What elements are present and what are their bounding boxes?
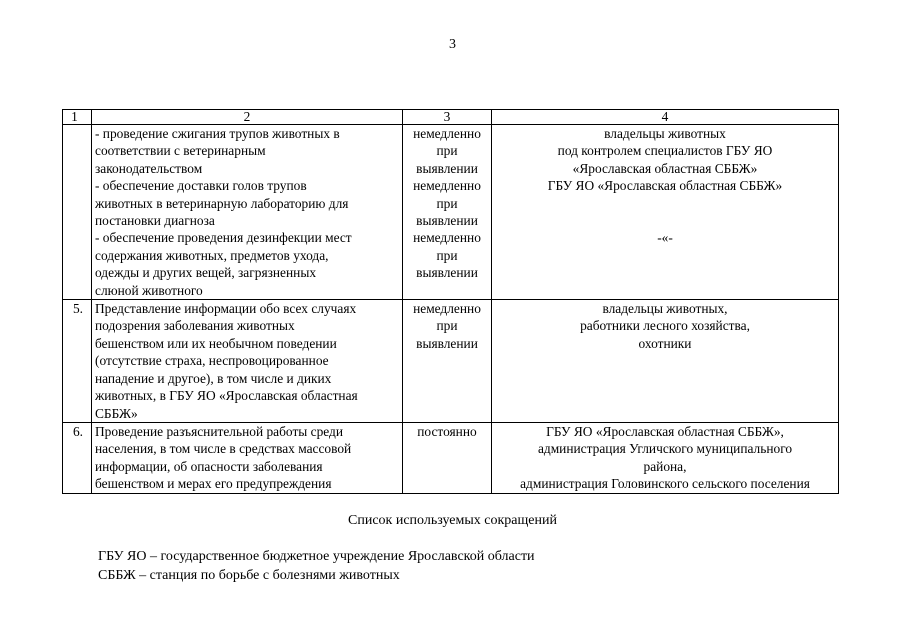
action-line: населения, в том числе в средствах массовой	[95, 441, 352, 457]
responsible-line: владельцы животных,	[602, 301, 728, 317]
action-line: подозрения заболевания животных	[95, 318, 295, 334]
measures-table	[62, 109, 839, 494]
term-line: немедленно	[413, 178, 481, 194]
row-number	[63, 125, 92, 300]
term-cell	[403, 300, 492, 423]
responsible-line: работники лесного хозяйства,	[580, 318, 750, 334]
action-cell	[92, 300, 403, 423]
action-line: животных в ветеринарную лабораторию для	[95, 195, 349, 211]
action-line: слюной животного	[95, 282, 203, 298]
term-line: немедленно	[413, 126, 481, 141]
action-line: постановки диагноза	[95, 213, 215, 229]
action-line: одежды и других вещей, загрязненных	[95, 265, 317, 281]
action-line: - обеспечение доставки голов трупов	[95, 178, 307, 194]
header-col-4: 4	[492, 110, 839, 125]
term-line: постоянно	[417, 423, 477, 439]
responsible-line: «Ярославская областная СББЖ»	[572, 160, 758, 176]
action-line: - обеспечение проведения дезинфекции мест	[95, 230, 352, 246]
term-line: выявлении	[416, 160, 478, 176]
action-line: бешенством и мерах его предупреждения	[95, 476, 332, 492]
action-line: животных, в ГБУ ЯО «Ярославская областная	[95, 388, 358, 404]
action-line: Проведение разъяснительной работы среди	[95, 423, 344, 439]
term-line: при	[436, 247, 458, 263]
table-header-row	[63, 110, 839, 125]
responsible-line: администрация Головинского сельского поселения	[520, 476, 810, 492]
action-line: информации, об опасности заболевания	[95, 458, 323, 474]
action-line: Представление информации обо всех случаях	[95, 301, 357, 317]
term-line: при	[436, 143, 458, 159]
term-line: при	[436, 318, 458, 334]
header-col-2: 2	[92, 110, 403, 125]
responsible-cell	[492, 300, 839, 423]
term-line: при	[436, 195, 458, 211]
action-line: нападение и другое), в том числе и диких	[95, 370, 332, 386]
action-cell	[92, 125, 403, 300]
action-line: (отсутствие страха, неспровоцированное	[95, 353, 329, 369]
responsible-line: ГБУ ЯО «Ярославская областная СББЖ»	[547, 178, 783, 194]
action-line: СББЖ»	[95, 405, 138, 421]
responsible-line: администрация Угличского муниципального	[537, 441, 793, 457]
responsible-line: под контролем специалистов ГБУ ЯО	[557, 143, 773, 159]
action-line: соответствии с ветеринарным	[95, 143, 266, 159]
action-line: содержания животных, предметов ухода,	[95, 247, 329, 263]
term-line: выявлении	[416, 213, 478, 229]
abbreviation-item: ГБУ ЯО – государственное бюджетное учреждение Ярославской области	[98, 549, 535, 564]
abbreviation-item: СББЖ – станция по борьбе с болезнями животных	[98, 568, 400, 583]
row-number: 6.	[63, 422, 92, 493]
table-row	[63, 300, 839, 423]
term-line: немедленно	[413, 230, 481, 246]
responsible-line: охотники	[638, 335, 692, 351]
responsible-line: -«-	[657, 230, 673, 246]
term-line: выявлении	[416, 265, 478, 281]
responsible-line: ГБУ ЯО «Ярославская областная СББЖ»,	[546, 423, 784, 439]
page-number: 3	[449, 37, 456, 52]
action-cell	[92, 422, 403, 493]
table-row	[63, 125, 839, 300]
responsible-line: владельцы животных	[604, 126, 726, 141]
term-cell	[403, 422, 492, 493]
responsible-line: района,	[643, 458, 687, 474]
responsible-cell	[492, 422, 839, 493]
table-row	[63, 422, 839, 493]
action-line: бешенством или их необычном поведении	[95, 335, 337, 351]
header-col-3: 3	[403, 110, 492, 125]
row-number: 5.	[63, 300, 92, 423]
term-line: немедленно	[413, 301, 481, 317]
action-line: законодательством	[95, 160, 203, 176]
action-line: - проведение сжигания трупов животных в	[95, 126, 340, 141]
abbreviations-title: Список используемых сокращений	[348, 513, 557, 528]
responsible-cell	[492, 125, 839, 300]
term-line: выявлении	[416, 335, 478, 351]
header-col-1: 1	[63, 110, 92, 125]
term-cell	[403, 125, 492, 300]
